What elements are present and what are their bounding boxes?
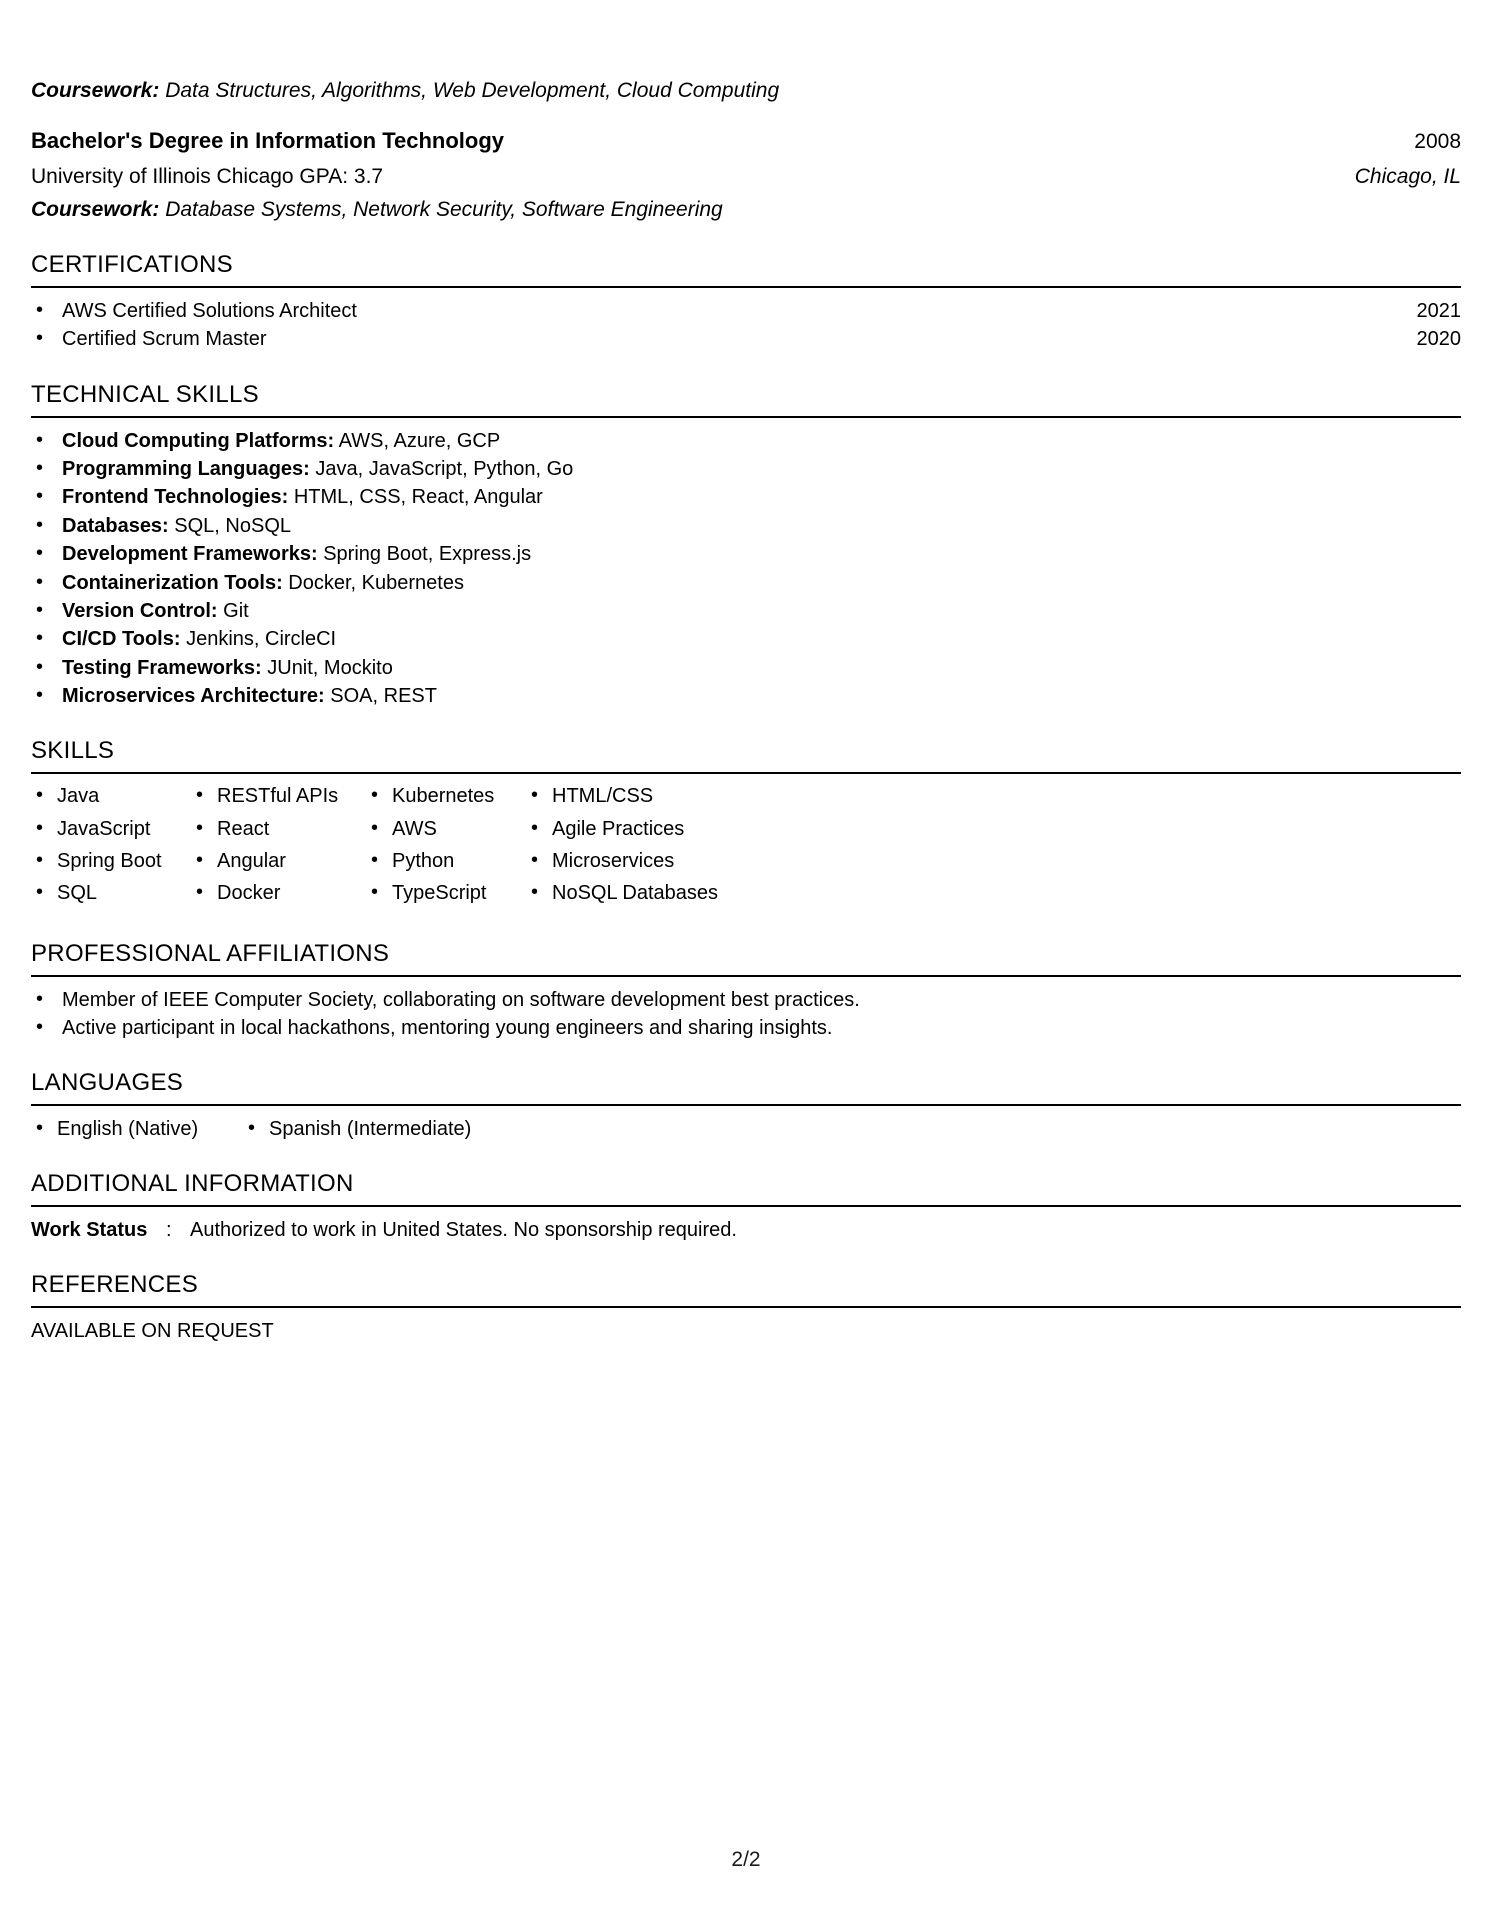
skill-item: • Python [366,848,526,880]
page-indicator: 2/2 [731,1848,761,1871]
section-title-professional-affiliations: PROFESSIONAL AFFILIATIONS [31,939,390,967]
list-item [31,654,1461,682]
education-degree: Bachelor's Degree in Information Technology [31,127,505,153]
technical-skill-label: Microservices Architecture: [62,685,325,708]
list-item: • Member of IEEE Computer Society, collaborating on software development best practices. [31,986,1461,1014]
education-coursework [31,197,1461,224]
technical-skill-value: AWS, Azure, GCP [334,429,501,452]
coursework-label: Coursework: [31,198,160,222]
professional-affiliations-list [31,986,1461,1043]
education-degree-row [31,126,1461,156]
skill-item: • RESTful APIs [191,783,366,815]
skill-item: • Agile Practices [526,816,1046,848]
list-item [31,325,1461,353]
certification-name: • AWS Certified Solutions Architect [62,299,357,322]
technical-skill-label: Development Frameworks: [62,543,318,566]
list-item: • Active participant in local hackathons, mentoring young engineers and sharing insights. [31,1014,1461,1042]
section-divider [31,1104,1461,1106]
skills-grid [31,783,1461,913]
education-school-row [31,163,1461,191]
certifications-list [31,297,1461,354]
certification-year: 2021 [1416,299,1461,322]
education-entry [31,126,1461,224]
technical-skill-label: Frontend Technologies: [62,486,289,509]
skill-item: • AWS [366,816,526,848]
section-divider [31,416,1461,418]
section-certifications [31,251,1461,354]
section-additional-information [31,1170,1461,1244]
skill-item: • NoSQL Databases [526,880,1046,912]
technical-skill-label: Programming Languages: [62,457,310,480]
language-item: • Spanish (Intermediate) [243,1115,471,1143]
section-professional-affiliations [31,940,1461,1043]
technical-skill-value: Java, JavaScript, Python, Go [309,457,574,480]
language-item: • English (Native) [31,1115,243,1143]
technical-skill-label: Version Control: [62,599,218,622]
section-divider [31,772,1461,774]
list-item [31,427,1461,455]
skill-item: • HTML/CSS [526,783,1046,815]
technical-skill-label: Databases: [62,514,169,537]
technical-skill-label: Cloud Computing Platforms: [62,429,335,452]
section-divider [31,1306,1461,1308]
section-title-additional-information: ADDITIONAL INFORMATION [31,1170,354,1198]
skill-item: • Kubernetes [366,783,526,815]
technical-skill-label: Containerization Tools: [62,571,283,594]
list-item [31,483,1461,511]
coursework-value: Database Systems, Network Security, Software Engineering [159,198,723,222]
skill-item: • React [191,816,366,848]
list-item [31,569,1461,597]
section-title-skills: SKILLS [31,737,115,765]
section-title-certifications: CERTIFICATIONS [31,251,233,279]
skill-item: • Spring Boot [31,848,191,880]
section-title-technical-skills: TECHNICAL SKILLS [31,380,259,408]
education-school: University of Illinois Chicago GPA: 3.7 [31,164,384,188]
technical-skill-label: Testing Frameworks: [62,656,262,679]
skill-item: • Java [31,783,191,815]
certification-name: • Certified Scrum Master [62,328,267,351]
skill-item: • Angular [191,848,366,880]
section-divider [31,1205,1461,1207]
education-location: Chicago, IL [1354,164,1461,188]
list-item [31,625,1461,653]
technical-skill-label: CI/CD Tools: [62,628,181,651]
list-item [31,682,1461,710]
technical-skill-value: Jenkins, CircleCI [180,628,337,651]
list-item [31,512,1461,540]
technical-skill-value: HTML, CSS, React, Angular [288,486,543,509]
references-text: AVAILABLE ON REQUEST [31,1319,274,1342]
list-item [31,455,1461,483]
section-references [31,1271,1461,1345]
section-skills [31,737,1461,912]
technical-skill-value: SQL, NoSQL [168,514,291,537]
languages-row [31,1115,1461,1143]
technical-skill-value: Git [217,599,249,622]
technical-skill-value: Spring Boot, Express.js [317,543,532,566]
skill-item: • SQL [31,880,191,912]
section-title-references: REFERENCES [31,1271,199,1298]
section-divider [31,975,1461,977]
technical-skill-value: JUnit, Mockito [261,656,393,679]
additional-info-row [31,1216,1461,1244]
technical-skill-value: Docker, Kubernetes [282,571,464,594]
list-item [31,297,1461,325]
education-year: 2008 [1414,129,1461,153]
additional-info-key: Work Status [31,1219,148,1241]
skill-item: • JavaScript [31,816,191,848]
technical-skills-list [31,427,1461,711]
skill-item: • Microservices [526,848,1046,880]
coursework-value: Data Structures, Algorithms, Web Development, Cloud Computing [159,79,780,102]
list-item [31,597,1461,625]
additional-info-value: Authorized to work in United States. No sponsorship required. [190,1219,737,1241]
skill-item: • Docker [191,880,366,912]
education-coursework-carryover [31,0,1461,105]
skill-item: • TypeScript [366,880,526,912]
list-item [31,540,1461,568]
section-languages [31,1069,1461,1143]
coursework-label: Coursework: [31,79,160,102]
section-technical-skills [31,381,1461,711]
additional-info-separator: : [166,1219,172,1241]
technical-skill-value: SOA, REST [324,685,437,708]
section-divider [31,286,1461,288]
certification-year: 2020 [1416,328,1461,351]
section-title-languages: LANGUAGES [31,1069,184,1097]
